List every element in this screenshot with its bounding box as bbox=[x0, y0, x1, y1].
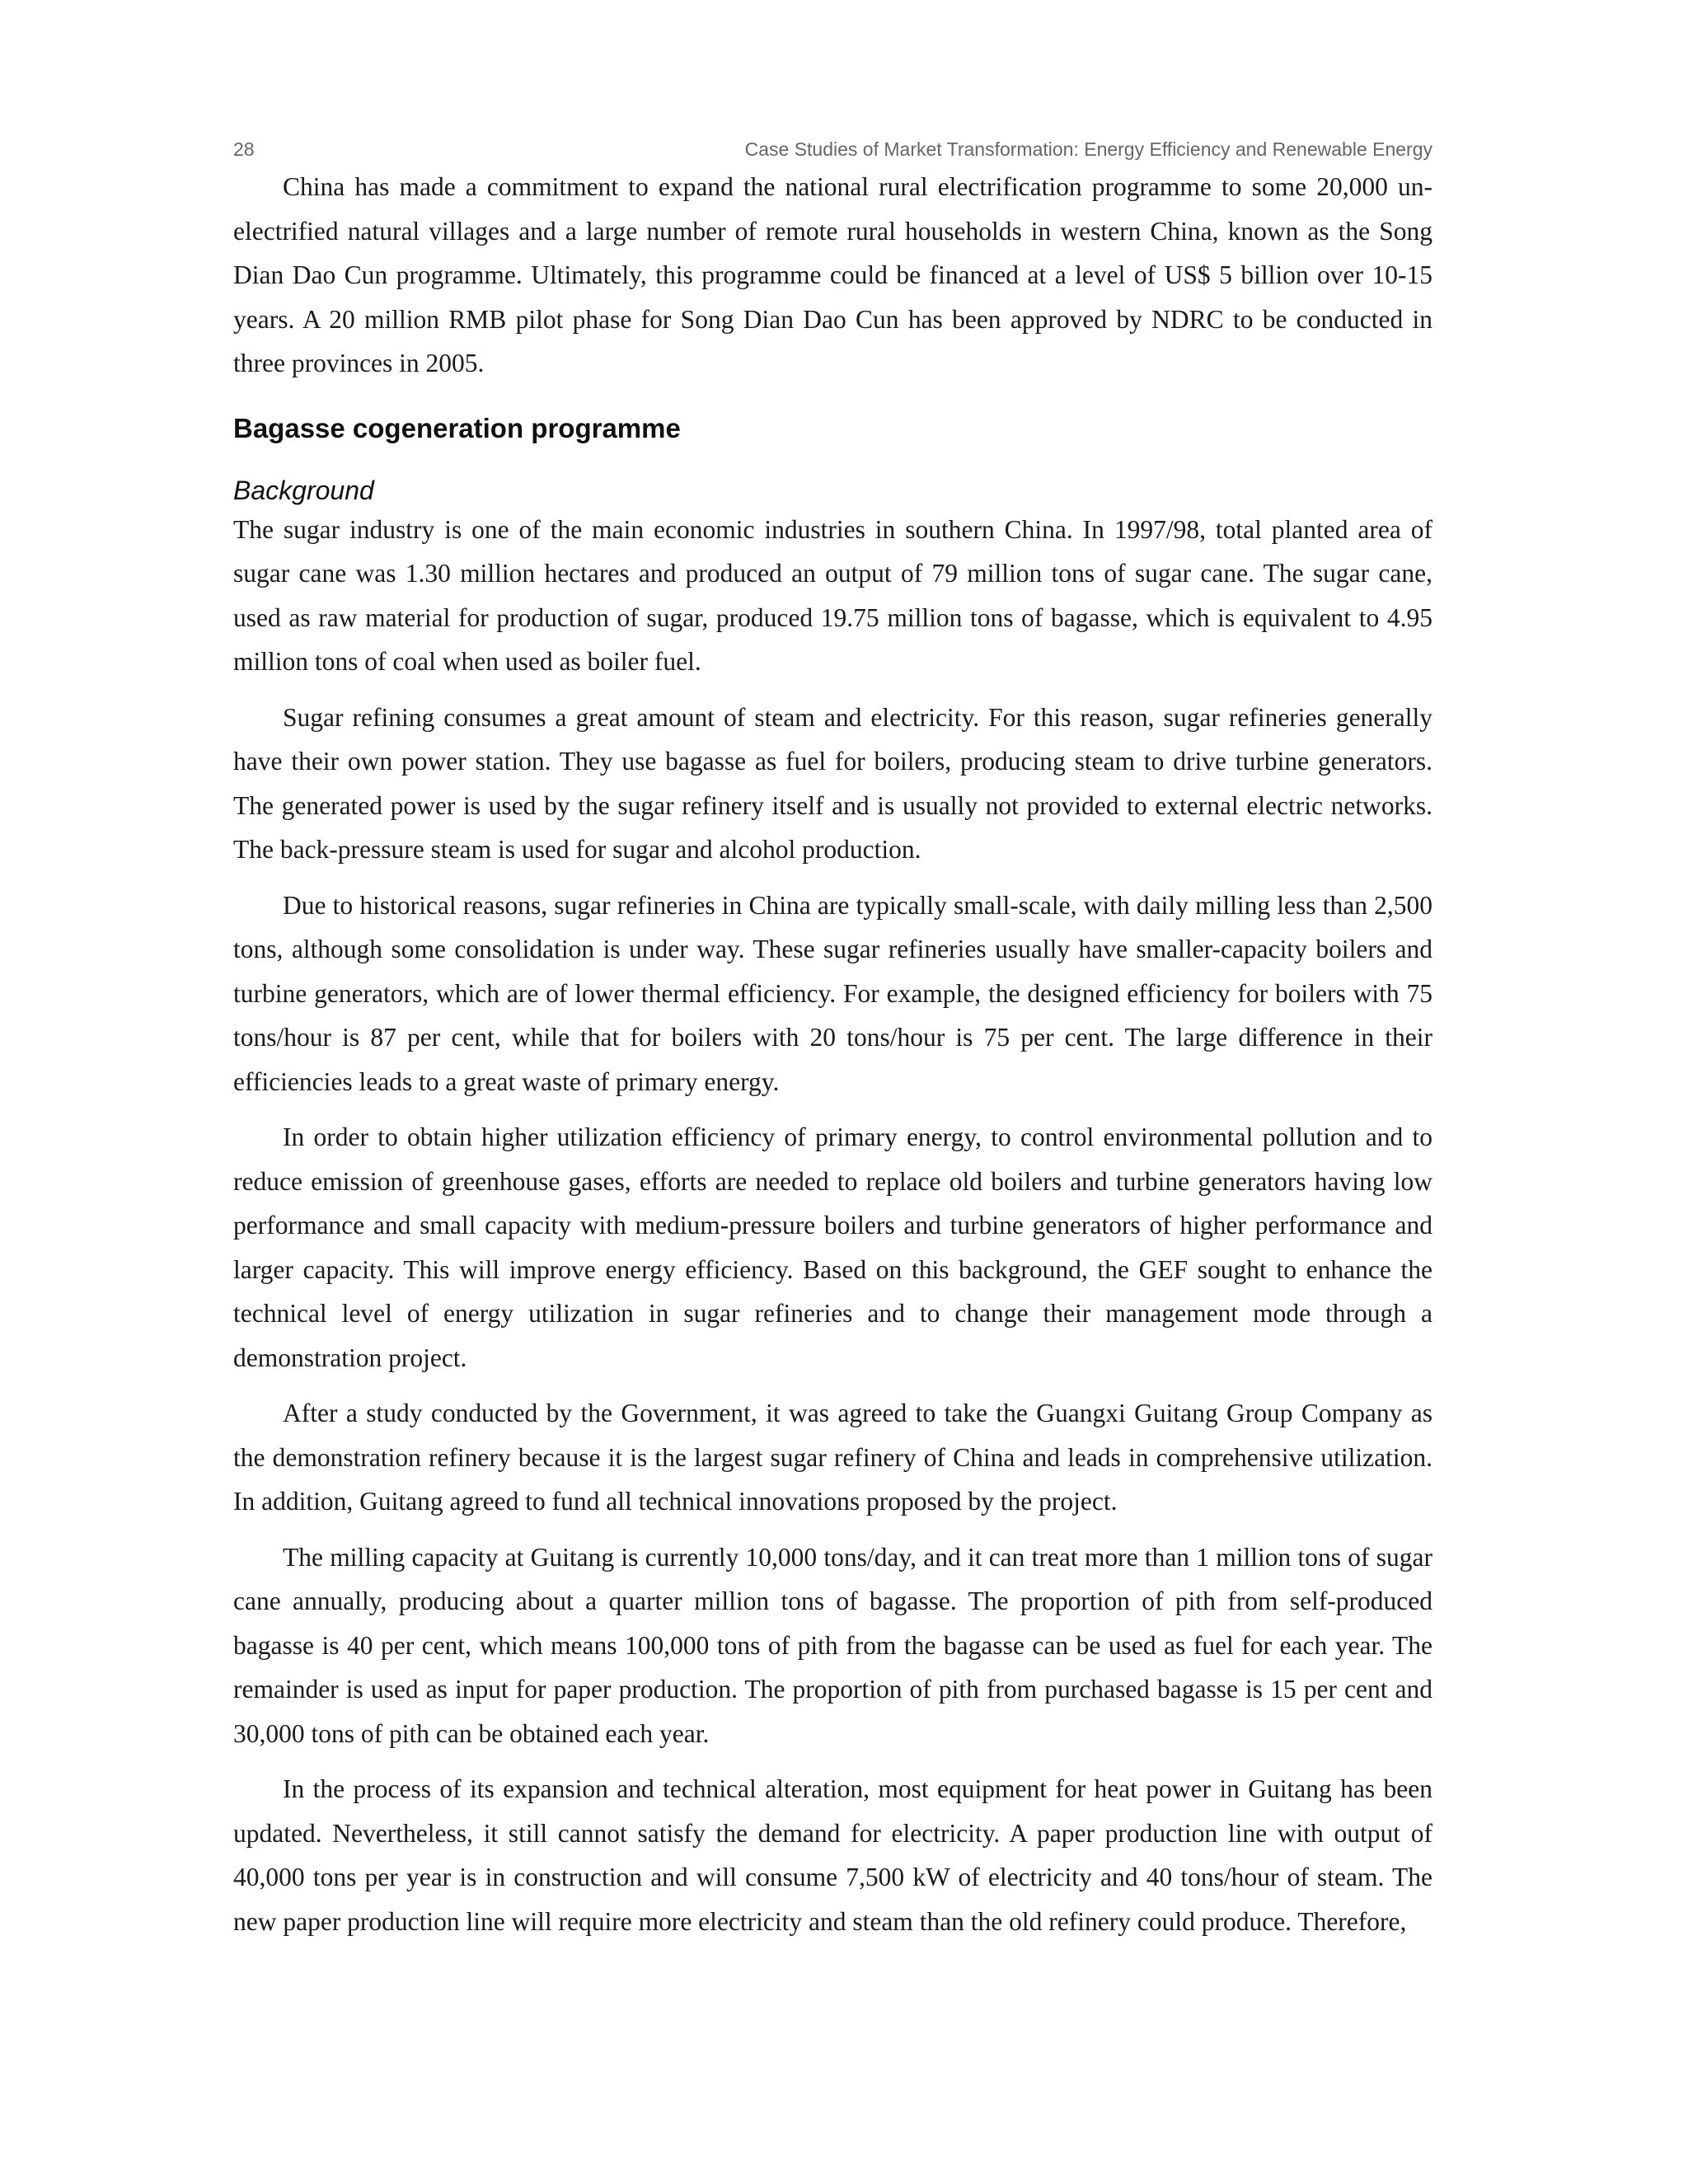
running-title: Case Studies of Market Transformation: Energy Efficiency and Renewable Energy bbox=[744, 138, 1432, 160]
page-header bbox=[233, 132, 1432, 165]
paragraph: Sugar refining consumes a great amount of steam and electricity. For this reason, sugar refineries generally have their own power station. They use bagasse as fuel for boilers, producing steam to drive turbine generators. The generated power is used by the sugar refinery itself and is usually not provided to external electric networks. The back-pressure steam is used for sugar and alcohol production. bbox=[233, 702, 1432, 864]
paragraph: In the process of its expansion and technical alteration, most equipment for heat power in Guitang has been updated. Nevertheless, it still cannot satisfy the demand for electricity. A paper production line with output of 40,000 tons per year is in construction and will consume 7,500 kW of electricity and 40 tons/hour of steam. The new paper production line will require more electricity and steam than the old refinery could produce. Therefore, bbox=[233, 1774, 1432, 1936]
intro-paragraph: China has made a commitment to expand the national rural electrification programme to some 20,000 unelectrified natural villages and a large number of remote rural households in western China, known as the Song Dian Dao Cun programme. Ultimately, this programme could be financed at a level of US$ 5 billion over 10-15 years. A 20 million RMB pilot phase for Song Dian Dao Cun has been approved by NDRC to be conducted in three provinces in 2005. bbox=[233, 172, 1432, 377]
paragraph: Due to historical reasons, sugar refineries in China are typically small-scale, with daily milling less than 2,500 tons, although some consolidation is under way. These sugar refineries usually have smaller-capacity boilers and turbine generators, which are of lower thermal efficiency. For example, the designed efficiency for boilers with 75 tons/hour is 87 per cent, while that for boilers with 20 tons/hour is 75 per cent. The large difference in their efficiencies leads to a great waste of primary energy. bbox=[233, 890, 1432, 1096]
paragraph: The milling capacity at Guitang is currently 10,000 tons/day, and it can treat more than 1 million tons of sugar cane annually, producing about a quarter million tons of bagasse. The proportion of pith from self-produced bagasse is 40 per cent, which means 100,000 tons of pith from the bagasse can be used as fuel for each year. The remainder is used as input for paper production. The proportion of pith from purchased bagasse is 15 per cent and 30,000 tons of pith can be obtained each year. bbox=[233, 1542, 1432, 1748]
document-page bbox=[233, 132, 1432, 1955]
section-heading: Bagasse cogeneration programme bbox=[233, 412, 681, 443]
paragraph: The sugar industry is one of the main economic industries in southern China. In 1997/98, total planted area of sugar cane was 1.30 million hectares and produced an output of 79 million tons of sugar cane. The sugar cane, used as raw material for production of sugar, produced 19.75 million tons of bagasse, which is equivalent to 4.95 million tons of coal when used as boiler fuel. bbox=[233, 514, 1432, 676]
subsection-heading: Background bbox=[233, 475, 374, 505]
body-text bbox=[233, 165, 1432, 1943]
paragraph: In order to obtain higher utilization efficiency of primary energy, to control environmental pollution and to reduce emission of greenhouse gases, efforts are needed to replace old boilers and turbine generators having low performance and small capacity with medium-pressure boilers and turbine generators of higher performance and larger capacity. This will improve energy efficiency. Based on this background, the GEF sought to enhance the technical level of energy utilization in sugar refineries and to change their management mode through a demonstration project. bbox=[233, 1122, 1432, 1372]
paragraph: After a study conducted by the Government, it was agreed to take the Guangxi Guitang Group Company as the demonstration refinery because it is the largest sugar refinery of China and leads in comprehensive utilization. In addition, Guitang agreed to fund all technical innovations proposed by the project. bbox=[233, 1399, 1432, 1516]
page-number: 28 bbox=[233, 138, 255, 160]
